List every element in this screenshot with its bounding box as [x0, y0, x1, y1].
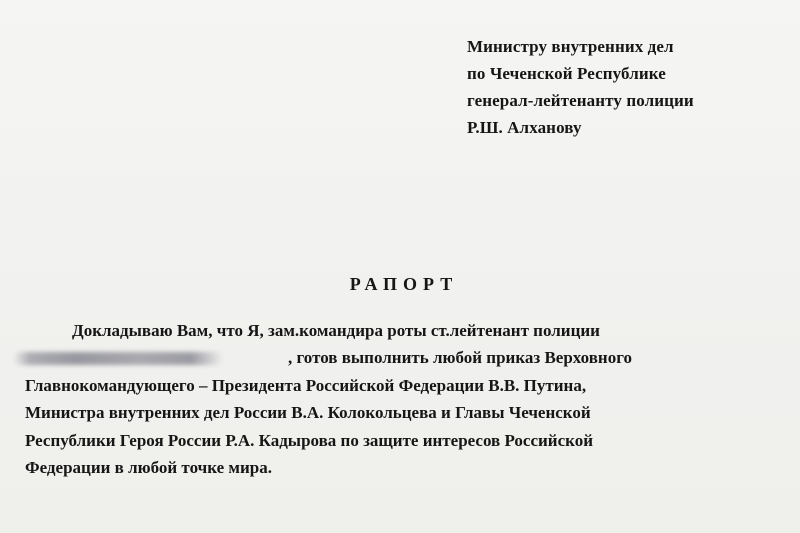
addressee-line: по Чеченской Республике: [467, 64, 666, 83]
report-body: [25, 317, 790, 481]
body-line: Главнокомандующего – Президента Российской Федерации В.В. Путина,: [25, 375, 587, 395]
addressee-block: [467, 33, 694, 141]
document-title: РАПОРТ: [349, 274, 459, 294]
body-line-text: , готов выполнить любой приказ Верховного: [288, 348, 633, 368]
body-line: Республики Героя России Р.А. Кадырова по защите интересов Российской: [25, 430, 594, 450]
addressee-line: генерал-лейтенанту полиции: [467, 91, 694, 110]
addressee-line: Р.Ш. Алханову: [467, 118, 582, 137]
body-line: Федерации в любой точке мира.: [25, 458, 272, 478]
body-line: Докладываю Вам, что Я, зам.командира роты ст.лейтенант полиции: [72, 321, 600, 340]
body-line: Министра внутренних дел России В.А. Колокольцева и Главы Чеченской: [25, 403, 591, 423]
body-line-with-redaction: [70, 344, 790, 371]
redacted-name: [13, 352, 223, 365]
addressee-line: Министру внутренних дел: [467, 37, 674, 56]
